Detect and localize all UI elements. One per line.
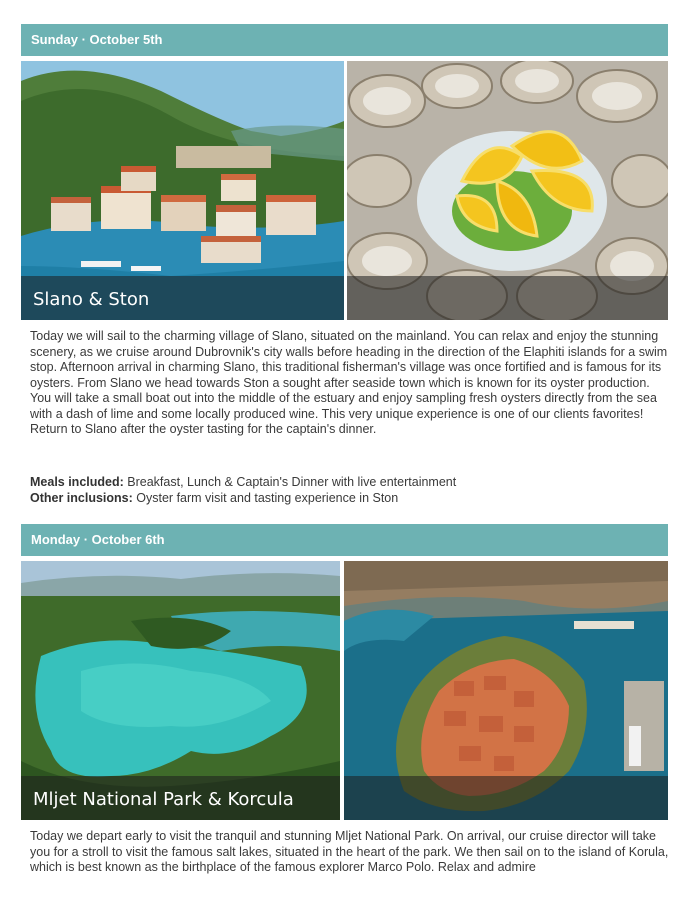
other-label: Other inclusions: xyxy=(30,491,133,505)
destination-caption: Slano & Ston xyxy=(33,289,150,310)
meals-value: Breakfast, Lunch & Captain's Dinner with live entertainment xyxy=(127,475,457,489)
oysters-photo xyxy=(347,61,668,320)
destination-caption: Mljet National Park & Korcula xyxy=(33,789,294,810)
day-header-sunday: Sunday · October 5th xyxy=(21,24,668,56)
photo-row-mljet-korcula xyxy=(21,561,668,820)
photo-row-slano-ston xyxy=(21,61,668,320)
mljet-lakes-photo xyxy=(21,561,340,820)
other-value: Oyster farm visit and tasting experience in Ston xyxy=(136,491,399,505)
day-description: Today we will sail to the charming village of Slano, situated on the mainland. You can relax and enjoy the stunning scenery, as we cruise around Dubrovnik's city walls before heading in the direction of the Elaphiti islands for a swim stop. Afternoon arrival in charming Slano, this traditional fisherman's village was once fortified and is famous for its oysters. From Slano we head towards Ston a sought after seaside town which is known for its oyster production. You will take a small boat out into the middle of the estuary and enjoy sampling fresh oysters directly from the sea with a dash of lime and some locally produced wine. This very unique experience is one of our clients favorites! Return to Slano after the oyster tasting for the captain's dinner. xyxy=(30,329,668,436)
meals-included xyxy=(30,475,456,491)
other-inclusions xyxy=(30,491,398,507)
korcula-aerial-photo xyxy=(344,561,668,820)
meals-label: Meals included: xyxy=(30,475,124,489)
slano-village-photo xyxy=(21,61,344,320)
day-header-monday: Monday · October 6th xyxy=(21,524,668,556)
day-description: Today we depart early to visit the tranquil and stunning Mljet National Park. On arrival, our cruise director will take you for a stroll to visit the famous salt lakes, situated in the heart of the park. We then sail on to the island of Korula, which is best known as the birthplace of the famous explorer Marco Polo. Relax and admire xyxy=(30,829,669,874)
caption-band xyxy=(347,276,668,320)
caption-band xyxy=(344,776,668,820)
